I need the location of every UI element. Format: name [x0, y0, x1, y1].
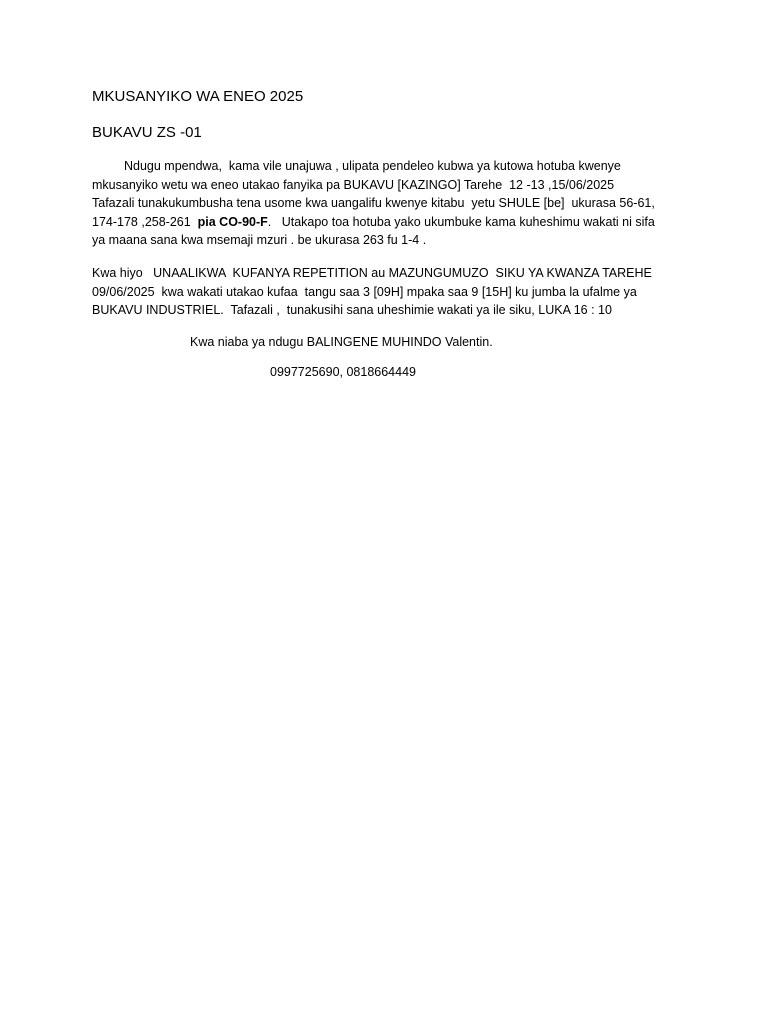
paragraph-line: 09/06/2025 kwa wakati utakao kufaa tangu saa 3 [09H] mpaka saa 9 [15H] ku jumba la ufalme ya [92, 284, 637, 299]
paragraph-text: 174-178 ,258-261 [92, 214, 198, 229]
paragraph-line: ya maana sana kwa msemaji mzuri . be ukurasa 263 fu 1-4 . [92, 233, 427, 248]
document-title: MKUSANYIKO WA ENEO 2025 [92, 88, 304, 105]
paragraph-invitation [92, 157, 692, 250]
document-subtitle: BUKAVU ZS -01 [92, 124, 202, 141]
paragraph-repetition [92, 264, 692, 320]
paragraph-line [92, 213, 692, 232]
paragraph-text: . Utakapo toa hotuba yako ukumbuke kama kuheshimu wakati ni sifa [267, 214, 655, 229]
paragraph-line: BUKAVU INDUSTRIEL. Tafazali , tunakusihi sana uheshimie wakati ya ile siku, LUKA 16 : 10 [92, 303, 612, 318]
paragraph-line: Ndugu mpendwa, kama vile unajuwa , ulipata pendeleo kubwa ya kutowa hotuba kwenye [124, 159, 621, 173]
signature-line: Kwa niaba ya ndugu BALINGENE MUHINDO Valentin. [190, 335, 493, 349]
paragraph-line: Tafazali tunakukumbusha tena usome kwa uangalifu kwenye kitabu yetu SHULE [be] ukurasa 56-61, [92, 196, 655, 211]
phone-numbers: 0997725690, 0818664449 [270, 365, 416, 379]
bold-reference: pia CO-90-F [197, 214, 268, 229]
paragraph-line: mkusanyiko wetu wa eneo utakao fanyika pa BUKAVU [KAZINGO] Tarehe 12 -13 ,15/06/2025 [92, 177, 615, 192]
paragraph-line: Kwa hiyo UNAALIKWA KUFANYA REPETITION au MAZUNGUMUZO SIKU YA KWANZA TAREHE [92, 266, 652, 280]
